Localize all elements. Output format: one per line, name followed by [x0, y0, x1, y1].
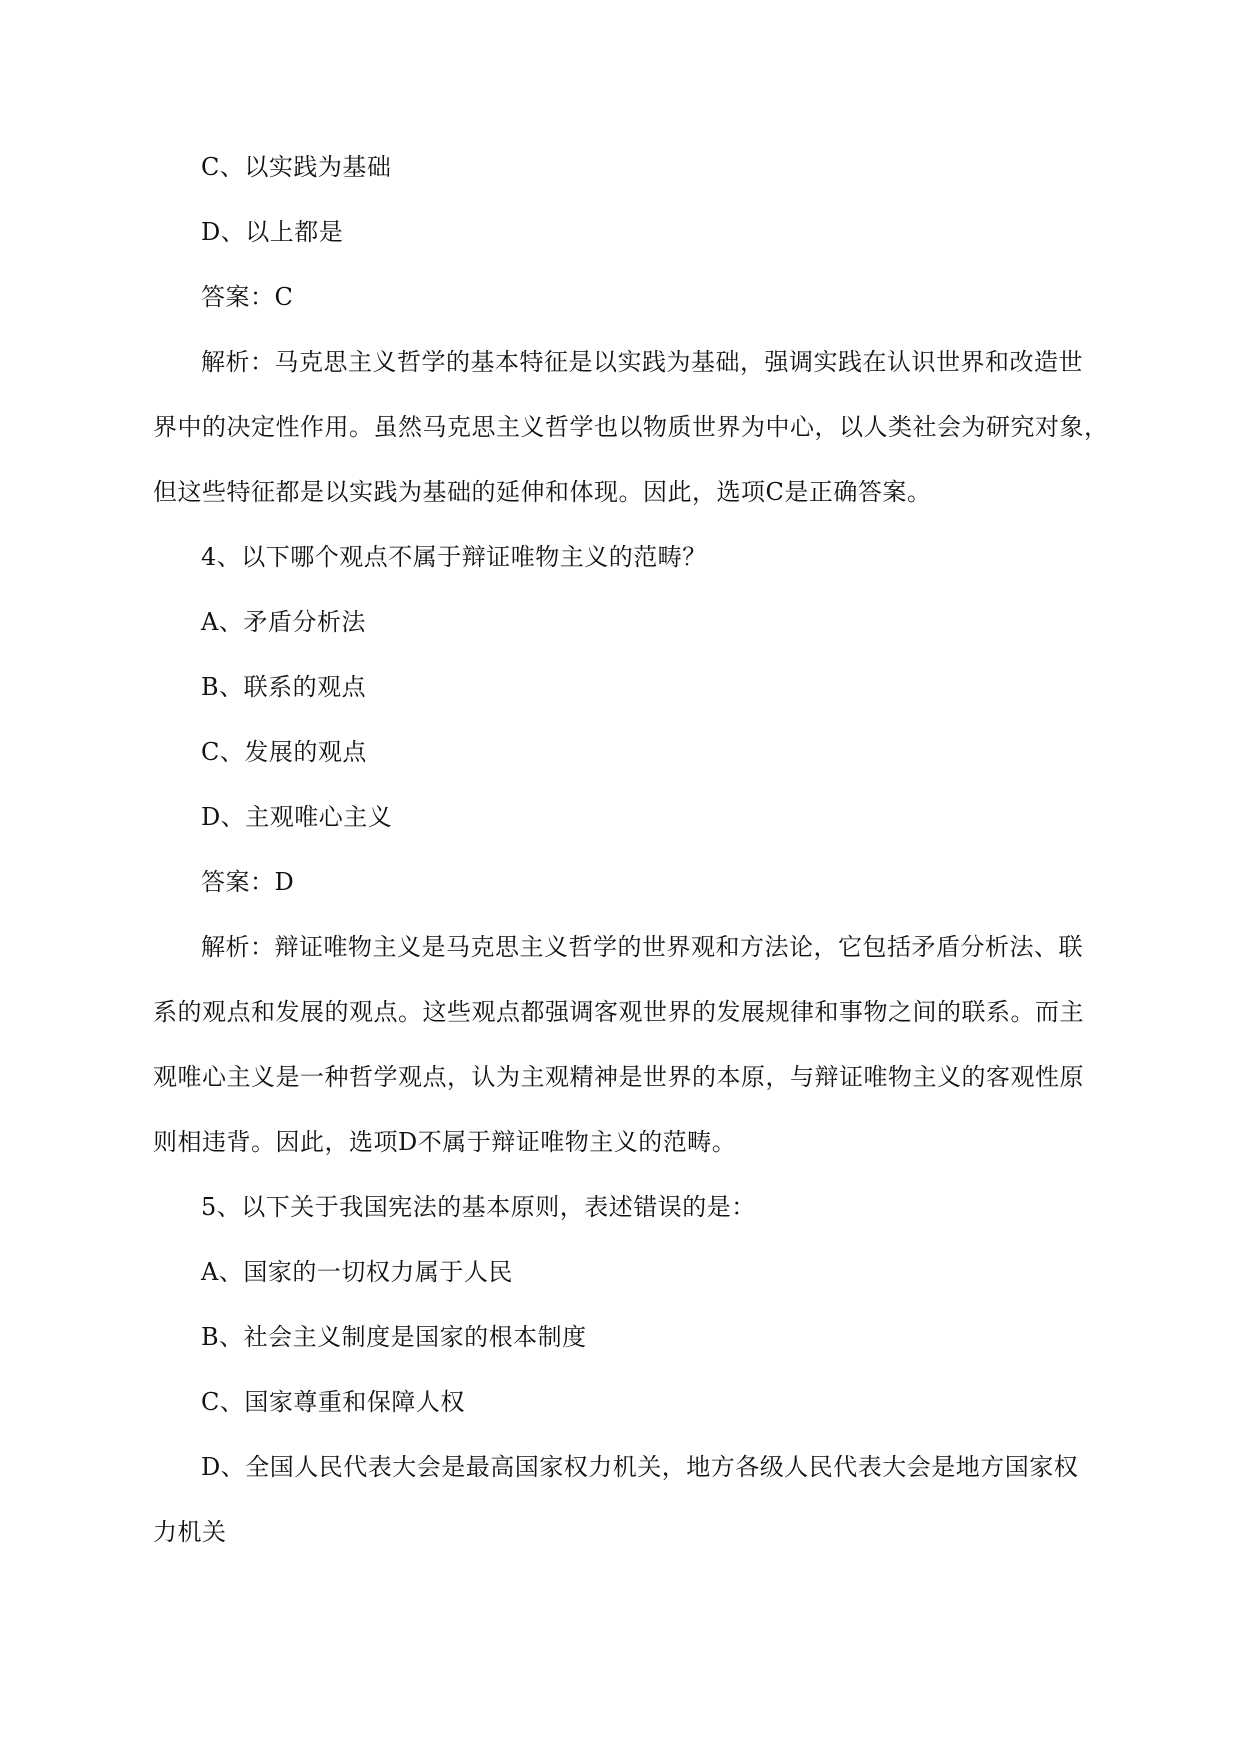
q4-analysis-line-4: 则相违背。因此，选项D不属于辩证唯物主义的范畴。: [153, 1128, 737, 1156]
q5-option-d-line-1: D、全国人民代表大会是最高国家权力机关，地方各级人民代表大会是地方国家权: [201, 1453, 1079, 1481]
q4-answer: 答案：D: [201, 868, 295, 896]
q3-analysis-line-2: 界中的决定性作用。虽然马克思主义哲学也以物质世界为中心，以人类社会为研究对象，: [153, 413, 1109, 441]
q5-option-a: A、国家的一切权力属于人民: [201, 1258, 513, 1286]
q4-option-a: A、矛盾分析法: [201, 608, 366, 636]
q3-option-d: D、以上都是: [201, 218, 344, 246]
q3-analysis-line-3: 但这些特征都是以实践为基础的延伸和体现。因此，选项C是正确答案。: [153, 478, 932, 506]
q5-option-d-line-2: 力机关: [153, 1518, 227, 1546]
q5-option-b: B、社会主义制度是国家的根本制度: [201, 1323, 587, 1351]
q4-option-b: B、联系的观点: [201, 673, 367, 701]
q4-option-d: D、主观唯心主义: [201, 803, 393, 831]
q4-analysis-line-3: 观唯心主义是一种哲学观点，认为主观精神是世界的本原，与辩证唯物主义的客观性原: [153, 1063, 1084, 1091]
q3-answer: 答案：C: [201, 283, 294, 311]
q4-analysis-line-1: 解析：辩证唯物主义是马克思主义哲学的世界观和方法论，它包括矛盾分析法、联: [201, 933, 1083, 961]
q3-option-c: C、以实践为基础: [201, 153, 392, 181]
q5-option-c: C、国家尊重和保障人权: [201, 1388, 465, 1416]
q3-analysis-line-1: 解析：马克思主义哲学的基本特征是以实践为基础，强调实践在认识世界和改造世: [201, 348, 1083, 376]
q4-question: 4、以下哪个观点不属于辩证唯物主义的范畴？: [201, 543, 707, 571]
q4-analysis-line-2: 系的观点和发展的观点。这些观点都强调客观世界的发展规律和事物之间的联系。而主: [153, 998, 1084, 1026]
q4-option-c: C、发展的观点: [201, 738, 367, 766]
q5-question: 5、以下关于我国宪法的基本原则，表述错误的是：: [201, 1193, 756, 1221]
